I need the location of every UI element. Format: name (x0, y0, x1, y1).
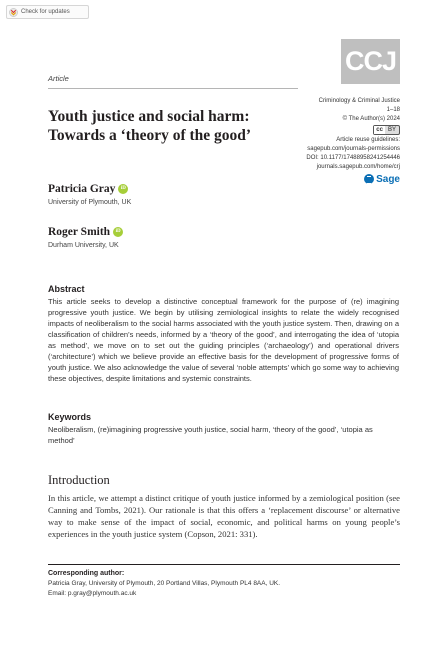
publisher-logo (364, 174, 400, 184)
article-type: Article (48, 74, 69, 83)
corresponding-author-email[interactable]: Email: p.gray@plymouth.ac.uk (48, 590, 137, 597)
article-meta (260, 97, 400, 188)
abstract-heading: Abstract (48, 284, 85, 294)
abstract-text: This article seeks to develop a distinctive conceptual framework for the purpose of (re) imagining progressive youth justice. We begin by utilising zemiological insights to relate the widely recognised impacts of neoliberalism to the social harms associated with the youth justice system. Then, drawing on a classification of children’s needs, informed by a ‘theory of the good’, and interrogating the idea of ‘utopia as method’, we move on to set out the guiding principles (‘archaeology’) and operational drivers (‘architecture’) which we believe provide an effective basis for the development of progressive forms of youth justice. We also acknowledge the value of several ‘noble attempts’ which go some way to achieving these objectives, despite limitations and systemic constraints. (48, 297, 399, 383)
reuse-label: Article reuse guidelines: (336, 137, 400, 143)
copyright: © The Author(s) 2024 (342, 116, 400, 122)
divider (48, 564, 400, 565)
author-affiliation: University of Plymouth, UK (48, 199, 132, 206)
by-icon: BY (387, 127, 396, 133)
article-title: Youth justice and social harm: Towards a ‘theory of the good’ (48, 108, 252, 144)
introduction-heading: Introduction (48, 473, 110, 487)
author-affiliation: Durham University, UK (48, 242, 119, 249)
corresponding-author (48, 569, 400, 599)
author-name: Roger Smith (48, 226, 111, 238)
corresponding-author-heading: Corresponding author: (48, 570, 125, 577)
cc-license-badge[interactable] (373, 125, 400, 135)
corresponding-author-address: Patricia Gray, University of Plymouth, 20 Portland Villas, Plymouth PL4 8AA, UK. (48, 580, 281, 587)
cc-icon: cc (376, 127, 383, 133)
check-updates-label: Check for updates (21, 9, 70, 15)
keywords-heading: Keywords (48, 412, 92, 422)
sage-icon (364, 174, 374, 184)
orcid-icon[interactable]: iD (118, 184, 128, 194)
doi-link[interactable]: DOI: 10.1177/17488958241254446 (306, 155, 400, 161)
reuse-link[interactable]: sagepub.com/journals-permissions (307, 146, 400, 152)
introduction-text: In this article, we attempt a distinct critique of youth justice informed by a zemiological position (see Canning and Tombs, 2021). Our rationale is that this offers a ‘replacement discourse’ or alternative way to make sense of the impact of social, economic, and political harms on young people’s experiences in the youth justice system (Copson, 2021: 331). (48, 493, 400, 539)
divider (48, 88, 298, 89)
journal-logo: CCJ (341, 39, 400, 84)
journal-name: Criminology & Criminal Justice (318, 98, 400, 104)
page-range: 1–18 (386, 107, 400, 113)
author-block (48, 222, 123, 249)
author-block (48, 179, 131, 206)
journal-home-link[interactable]: journals.sagepub.com/home/crj (316, 164, 400, 170)
check-for-updates-button[interactable] (6, 5, 89, 19)
publisher-name: Sage (376, 173, 400, 185)
check-updates-icon (9, 8, 18, 17)
author-name: Patricia Gray (48, 183, 116, 195)
orcid-icon[interactable]: iD (113, 227, 123, 237)
keywords-text: Neoliberalism, (re)imagining progressive youth justice, social harm, ‘theory of the good’, ‘utopia as method’ (48, 425, 373, 445)
